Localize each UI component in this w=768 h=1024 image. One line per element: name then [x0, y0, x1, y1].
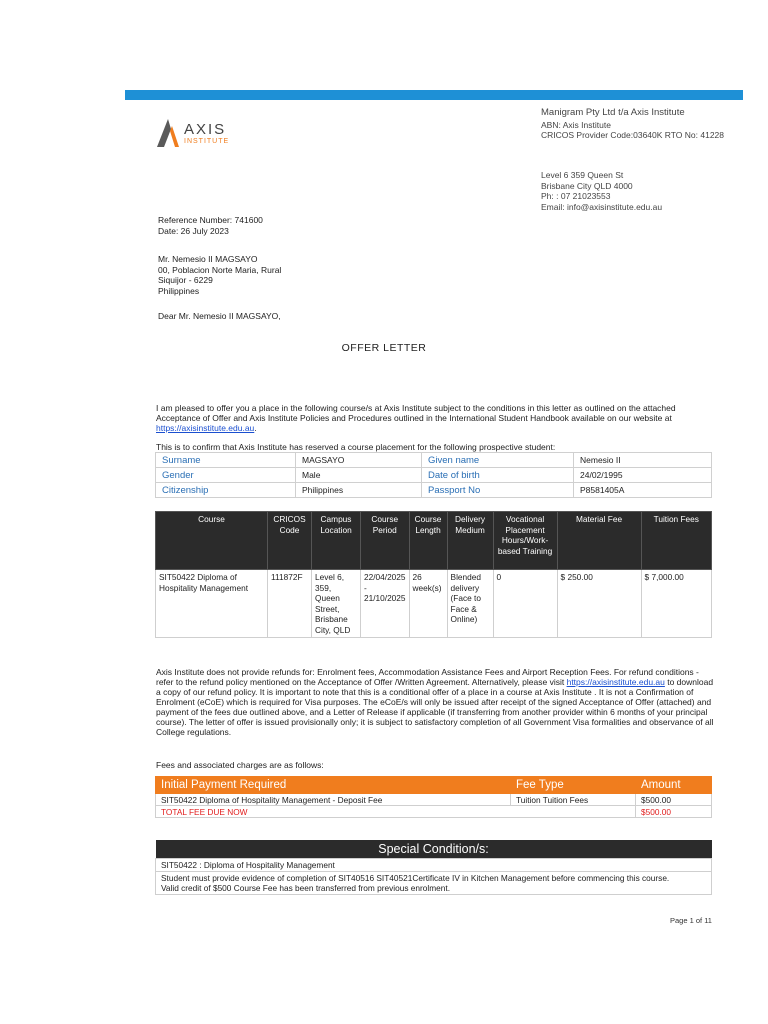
- recipient-name: Mr. Nemesio II MAGSAYO: [158, 254, 258, 264]
- recipient-line: Siquijor - 6229: [158, 275, 213, 285]
- special-course: SIT50422 : Diploma of Hospitality Management: [156, 858, 712, 871]
- table-row: [156, 794, 712, 806]
- logo-wordmark: AXIS: [184, 120, 227, 138]
- condition-item: Valid credit of $500 Course Fee has been transferred from previous enrolment.: [161, 882, 451, 893]
- col-period: Course Period: [361, 512, 410, 570]
- refund-paragraph: [156, 667, 716, 737]
- citizenship-value: Philippines: [296, 483, 422, 498]
- special-conditions-table: [155, 840, 712, 895]
- period-end: 21/10/2025: [364, 593, 406, 603]
- salutation: Dear Mr. Nemesio II MAGSAYO,: [158, 311, 281, 321]
- table-header-row: [156, 840, 712, 858]
- fee-description: SIT50422 Diploma of Hospitality Management - Deposit Fee: [156, 794, 511, 806]
- campus-value: Level 6, 359, Queen Street, Brisbane City, QLD: [312, 570, 361, 638]
- refund-link[interactable]: https://axisinstitute.edu.au: [566, 677, 665, 687]
- student-details-table: [155, 452, 712, 498]
- col-initial-payment: Initial Payment Required: [156, 777, 511, 794]
- fee-type-value: Tuition Tuition Fees: [511, 794, 636, 806]
- letter-date: Date: 26 July 2023: [158, 225, 229, 236]
- col-cricos: CRICOS Code: [268, 512, 312, 570]
- refund-text-end: to download a copy of our refund policy. It is important to note that this is a conditional offer of a place in a course at Axis Institute . It is not a Confirmation of Enrolment (eCoE) which is required for Visa purposes. The eCoE/s will only be issued after receipt of the signed Acceptance of Offer (attached) and payment of the fees due outlined above, and a Letter of Release if applicable (if transferring from another provider within 6 months of your principal course). The letter of offer is issued provisionally only; it is subject to satisfactory completion of all Government Visa formalities and observance of all College regulations.: [156, 677, 714, 737]
- col-placement: Vocational Placement Hours/Work-based Training: [493, 512, 557, 570]
- company-address: [541, 170, 662, 212]
- confirm-paragraph: This is to confirm that Axis Institute has reserved a course placement for the following prospective student:: [156, 442, 556, 452]
- material-fee-value: $ 250.00: [557, 570, 641, 638]
- special-conditions: [156, 871, 712, 894]
- recipient-line: Philippines: [158, 285, 200, 296]
- given-name-label: Given name: [422, 453, 574, 468]
- table-header-row: [156, 777, 712, 794]
- table-header-row: [156, 512, 712, 570]
- special-title: Special Condition/s:: [156, 840, 712, 858]
- col-course: Course: [156, 512, 268, 570]
- period-value: [361, 570, 410, 638]
- table-row: [156, 468, 712, 483]
- recipient-address: [158, 254, 281, 296]
- header-bar: [125, 90, 743, 100]
- recipient-line: 00, Poblacion Norte Maria, Rural: [158, 264, 282, 275]
- total-spacer: [511, 806, 636, 818]
- fees-intro: Fees and associated charges are as follows:: [156, 760, 324, 770]
- logo-subtitle: INSTITUTE: [184, 137, 230, 145]
- intro-end: .: [254, 423, 257, 433]
- table-row: [156, 806, 712, 818]
- col-fee-type: Fee Type: [511, 777, 636, 794]
- passport-label: Passport No: [422, 483, 574, 498]
- passport-value: P8581405A: [574, 483, 712, 498]
- surname-value: MAGSAYO: [296, 453, 422, 468]
- reference-block: [158, 215, 263, 236]
- course-table: [155, 511, 712, 638]
- period-dash: -: [364, 582, 367, 593]
- col-material-fee: Material Fee: [557, 512, 641, 570]
- gender-label: Gender: [156, 468, 296, 483]
- fee-amount: $500.00: [636, 794, 712, 806]
- intro-paragraph: [156, 403, 716, 433]
- company-details: [541, 108, 724, 141]
- table-row: [156, 858, 712, 871]
- col-delivery: Delivery Medium: [447, 512, 493, 570]
- website-link[interactable]: https://axisinstitute.edu.au: [156, 423, 255, 433]
- course-name: SIT50422 Diploma of Hospitality Management: [156, 570, 268, 638]
- cricos-code: CRICOS Provider Code:03640K RTO No: 41228: [541, 130, 725, 140]
- length-value: 26 week(s): [409, 570, 447, 638]
- intro-text: I am pleased to offer you a place in the following course/s at Axis Institute subject to the conditions in this letter as outlined on the attached Acceptance of Offer and Axis Institute Policies and Procedures outlined in the International Student Handbook available on our website at: [156, 403, 676, 423]
- page-number: Page 1 of 11: [670, 916, 712, 925]
- delivery-value: Blended delivery (Face to Face & Online): [447, 570, 493, 638]
- col-length: Course Length: [409, 512, 447, 570]
- placement-value: 0: [493, 570, 557, 638]
- table-row: [156, 453, 712, 468]
- refund-text: Axis Institute does not provide refunds for: Enrolment fees, Accommodation Assistance Fees and Airport Reception Fees. For refund conditions - refer to the refund policy mentioned on the Acceptance of Offer /Written Agreement. Alternatively, please visit: [156, 667, 699, 687]
- period-start: 22/04/2025: [364, 572, 406, 582]
- letter-title: OFFER LETTER: [341, 342, 427, 354]
- email: Email: info@axisinstitute.edu.au: [541, 201, 663, 212]
- gender-value: Male: [296, 468, 422, 483]
- total-amount: $500.00: [636, 806, 712, 818]
- dob-value: 24/02/1995: [574, 468, 712, 483]
- dob-label: Date of birth: [422, 468, 574, 483]
- fees-table: [155, 776, 712, 818]
- given-name-value: Nemesio II: [574, 453, 712, 468]
- abn: ABN: Axis Institute: [541, 119, 611, 130]
- citizenship-label: Citizenship: [156, 483, 296, 498]
- axis-logo: [156, 118, 229, 148]
- table-row: [156, 871, 712, 894]
- total-label: TOTAL FEE DUE NOW: [156, 806, 511, 818]
- tuition-fee-value: $ 7,000.00: [641, 570, 711, 638]
- reference-number: Reference Number: 741600: [158, 215, 263, 225]
- address-line: Brisbane City QLD 4000: [541, 180, 633, 191]
- axis-logo-icon: [156, 118, 180, 148]
- address-line: Level 6 359 Queen St: [541, 170, 624, 180]
- col-amount: Amount: [636, 777, 712, 794]
- condition-item: Student must provide evidence of completion of SIT40516 SIT40521Certificate IV in Kitchen Management before commencing this course.: [161, 872, 670, 883]
- company-name: Manigram Pty Ltd t/a Axis Institute: [541, 107, 685, 118]
- table-row: [156, 570, 712, 638]
- col-tuition-fee: Tuition Fees: [641, 512, 711, 570]
- phone: Ph: : 07 21023553: [541, 191, 611, 201]
- surname-label: Surname: [156, 453, 296, 468]
- table-row: [156, 483, 712, 498]
- col-campus: Campus Location: [312, 512, 361, 570]
- cricos-value: 111872F: [268, 570, 312, 638]
